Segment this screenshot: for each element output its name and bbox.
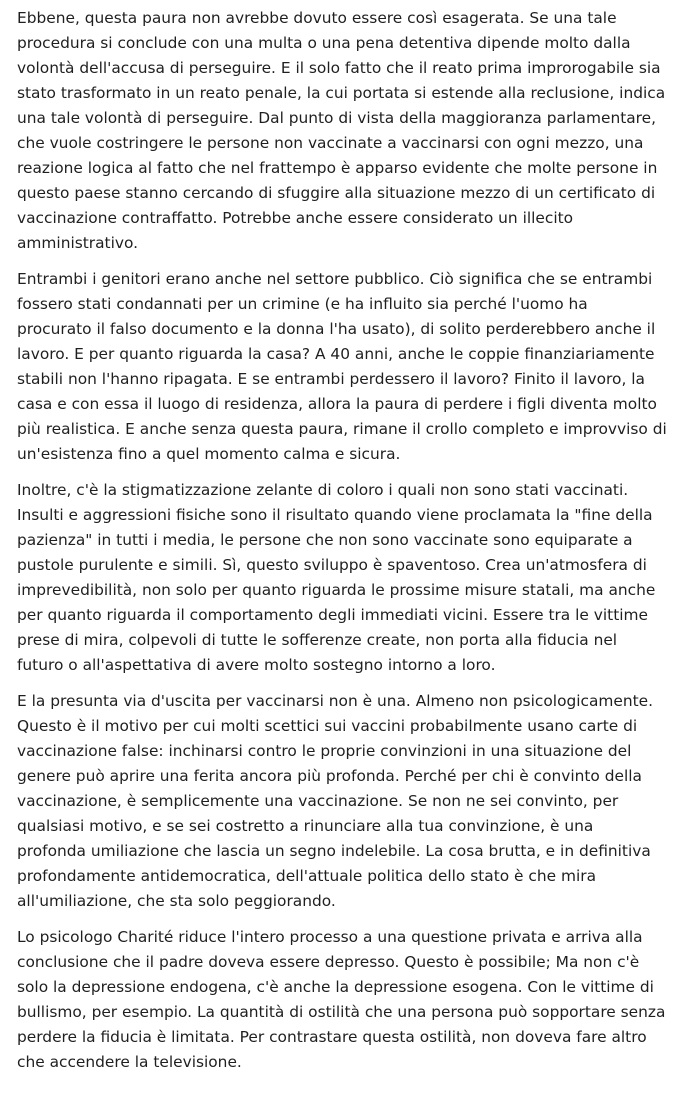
article-paragraph: E la presunta via d'uscita per vaccinarsi non è una. Almeno non psicologicamente. Questo è il motivo per cui molti scettici sui vaccini probabilmente usano carte di vaccinazione false: inchinarsi contro le proprie convinzioni in una situazione del genere può aprire una ferita ancora più profonda. Perché per chi è convinto della vaccinazione, è semplicemente una vaccinazione. Se non ne sei convinto, per qualsiasi motivo, e se sei costretto a rinunciare alla tua convinzione, è una profonda umiliazione che lascia un segno indelebile. La cosa brutta, e in definitiva profondamente antidemocratica, dell'attuale politica dello stato è che mira all'umiliazione, che sta solo peggiorando. xyxy=(17,692,654,910)
article-paragraph: Ebbene, questa paura non avrebbe dovuto essere così esagerata. Se una tale procedura si conclude con una multa o una pena detentiva dipende molto dalla volontà dell'accusa di perseguire. E il solo fatto che il reato prima improrogabile sia stato trasformato in un reato penale, la cui portata si estende alla reclusione, indica una tale volontà di perseguire. Dal punto di vista della maggioranza parlamentare, che vuole costringere le persone non vaccinate a vaccinarsi con ogni mezzo, una reazione logica al fatto che nel frattempo è apparso evidente che molte persone in questo paese stanno cercando di sfuggire alla situazione mezzo di un certificato di vaccinazione contraffatto. Potrebbe anche essere considerato un illecito amministrativo. xyxy=(17,9,666,252)
article-paragraph: Inoltre, c'è la stigmatizzazione zelante di coloro i quali non sono stati vaccinati. Insulti e aggressioni fisiche sono il risultato quando viene proclamata la "fine della pazienza" in tutti i media, le persone che non sono vaccinate sono equiparate a pustole purulente e simili. Sì, questo sviluppo è spaventoso. Crea un'atmosfera di imprevedibilità, non solo per quanto riguarda le prossime misure statali, ma anche per quanto riguarda il comportamento degli immediati vicini. Essere tra le vittime prese di mira, colpevoli di tutte le sofferenze create, non porta alla fiducia nel futuro o all'aspettativa di avere molto sostegno intorno a loro. xyxy=(17,481,656,674)
article-paragraph: Lo psicologo Charité riduce l'intero processo a una questione privata e arriva alla conclusione che il padre doveva essere depresso. Questo è possibile; Ma non c'è solo la depressione endogena, c'è anche la depressione esogena. Con le vittime di bullismo, per esempio. La quantità di ostilità che una persona può sopportare senza perdere la fiducia è limitata. Per contrastare questa ostilità, non doveva fare altro che accendere la televisione. xyxy=(17,928,666,1071)
article-body xyxy=(17,6,667,1086)
article-paragraph: Entrambi i genitori erano anche nel settore pubblico. Ciò significa che se entrambi fossero stati condannati per un crimine (e ha influito sia perché l'uomo ha procurato il falso documento e la donna l'ha usato), di solito perderebbero anche il lavoro. E per quanto riguarda la casa? A 40 anni, anche le coppie finanziariamente stabili non l'hanno ripagata. E se entrambi perdessero il lavoro? Finito il lavoro, la casa e con essa il luogo di residenza, allora la paura di perdere i figli diventa molto più realistica. E anche senza questa paura, rimane il crollo completo e improvviso di un'esistenza fino a quel momento calma e sicura. xyxy=(17,270,667,463)
